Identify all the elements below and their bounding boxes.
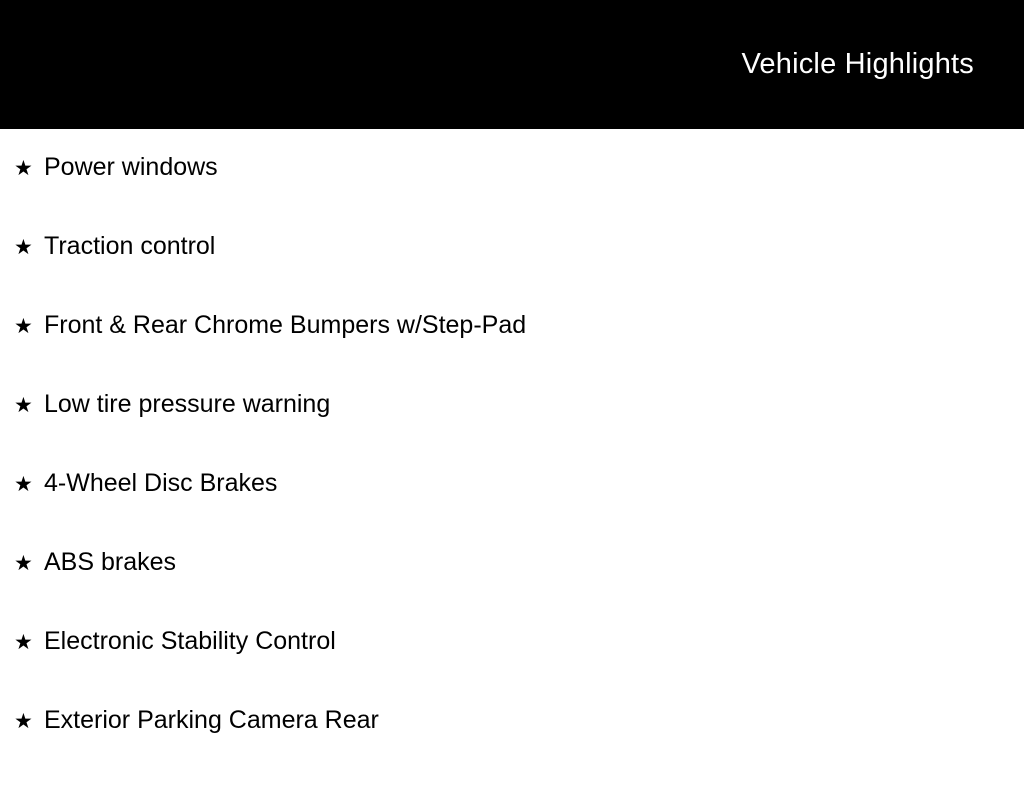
list-item [0,234,1024,313]
list-item-label: Low tire pressure warning [44,390,331,418]
list-item-label: ABS brakes [44,548,177,576]
list-item [0,471,1024,550]
page-title: Vehicle Highlights [741,48,974,80]
list-item-label: Traction control [44,232,216,260]
list-item [0,550,1024,629]
list-item [0,155,1024,234]
list-item-label: Exterior Parking Camera Rear [44,706,379,734]
star-icon: ★ [14,157,33,180]
list-item-label: Front & Rear Chrome Bumpers w/Step-Pad [44,311,527,339]
list-item-label: Electronic Stability Control [44,627,336,655]
list-item [0,629,1024,708]
list-item [0,708,1024,787]
star-icon: ★ [14,315,33,338]
header-bar [0,0,1024,129]
star-icon: ★ [14,473,33,496]
star-icon: ★ [14,394,33,417]
star-icon: ★ [14,236,33,259]
star-icon: ★ [14,552,33,575]
list-item-label: Power windows [44,153,218,181]
list-item-label: 4-Wheel Disc Brakes [44,469,278,497]
list-item [0,392,1024,471]
star-icon: ★ [14,631,33,654]
vehicle-highlights-list [0,129,1024,787]
star-icon: ★ [14,710,33,733]
list-item [0,313,1024,392]
